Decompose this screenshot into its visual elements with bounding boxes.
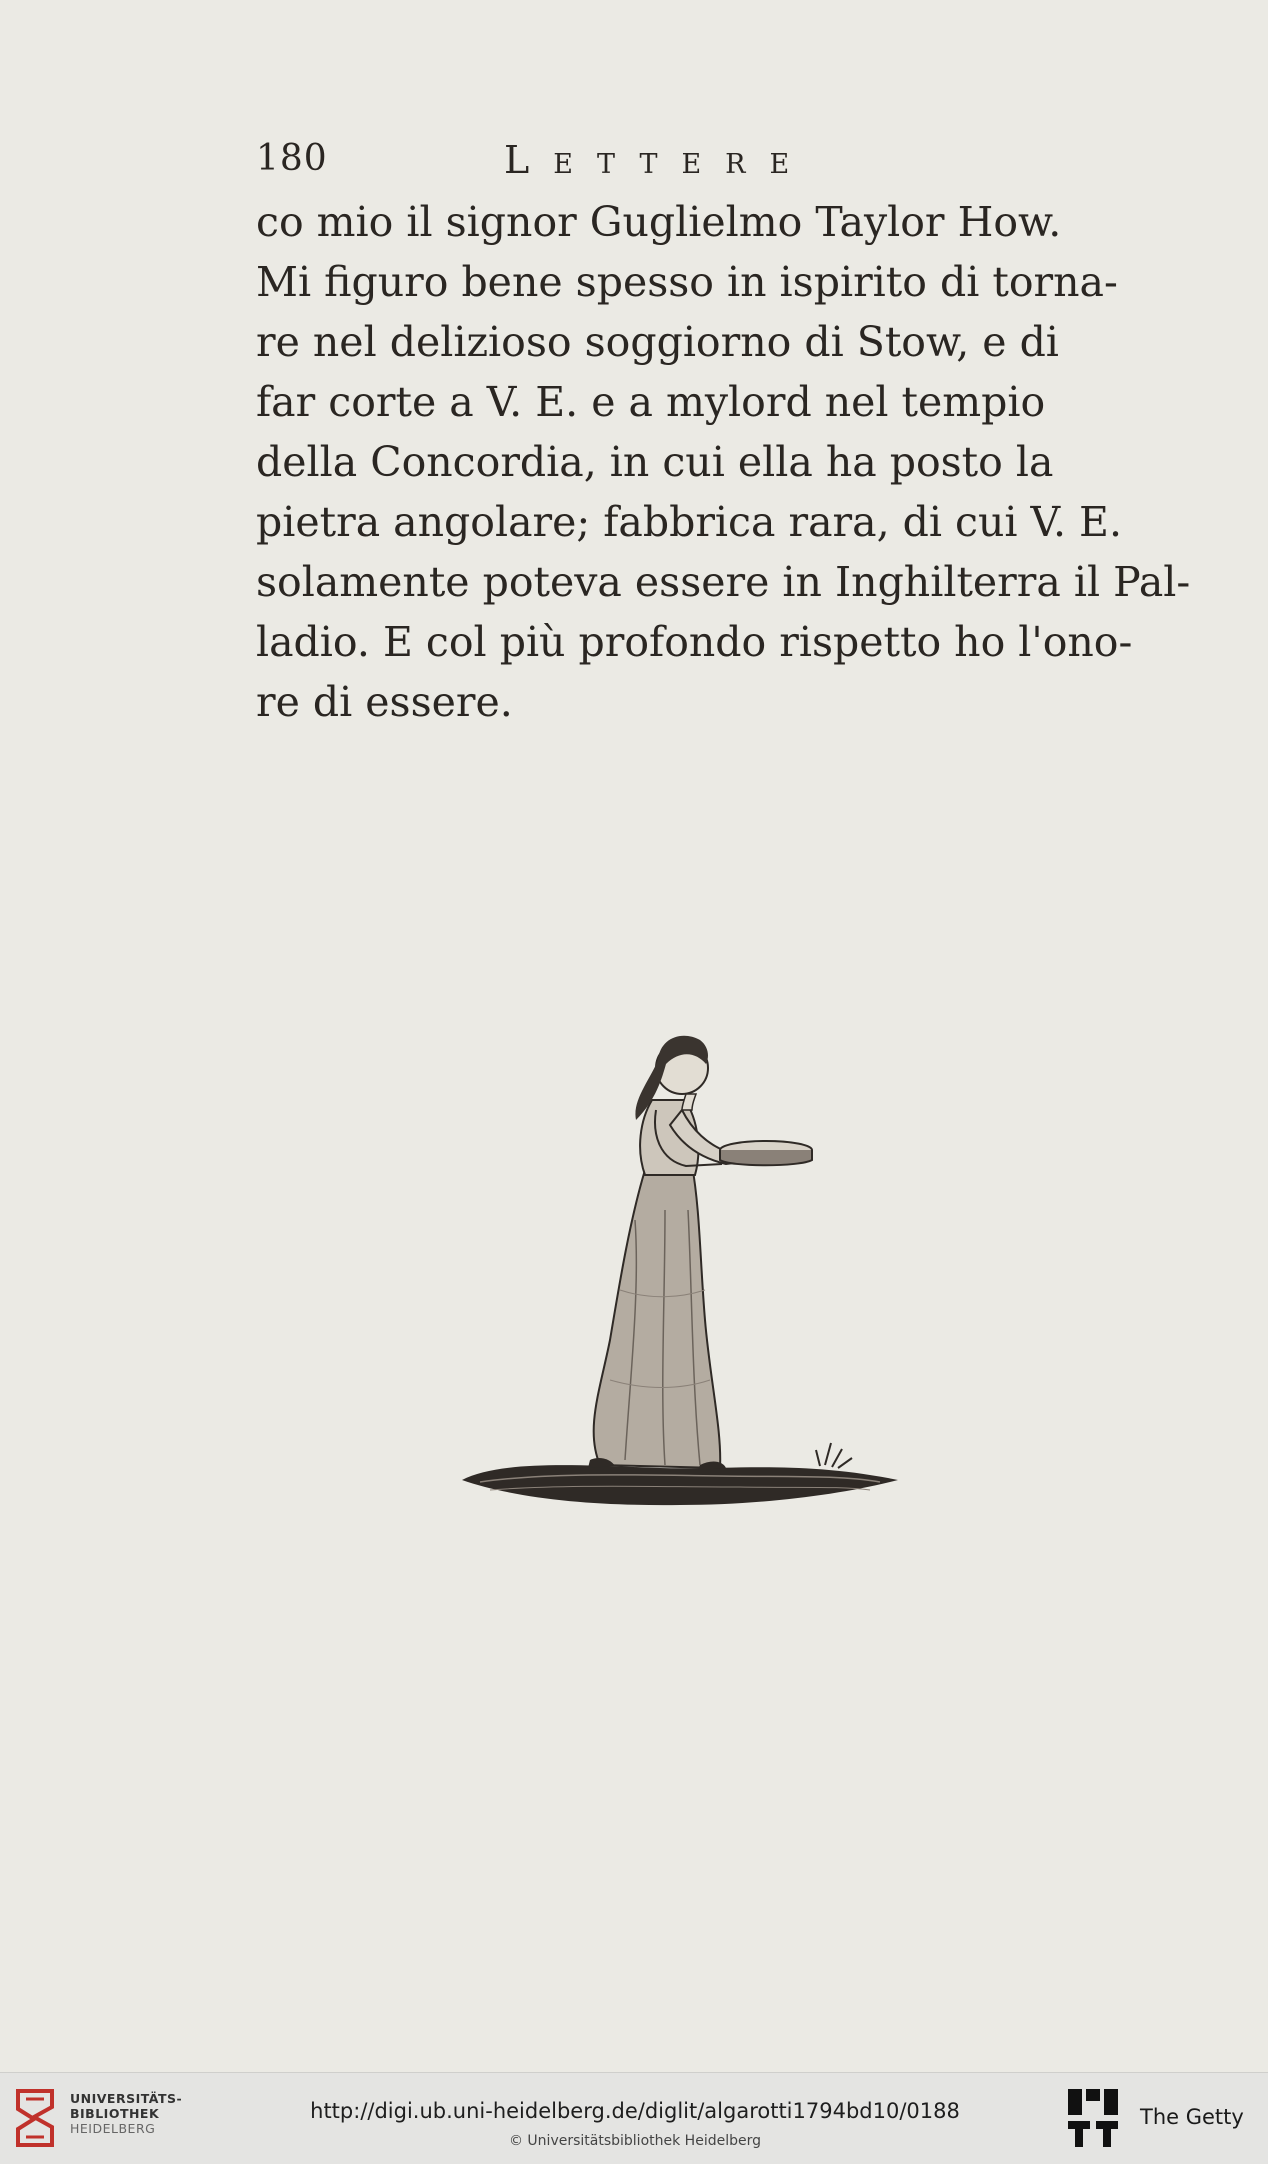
getty-logo-icon[interactable]: [1066, 2087, 1120, 2149]
text-line: ladio. E col più profondo rispetto ho l'ono-: [256, 618, 1133, 666]
ub-heidelberg-logo-icon[interactable]: [14, 2087, 56, 2149]
running-title: Lettere: [504, 138, 814, 182]
text-line: far corte a V. E. e a mylord nel tempio: [256, 378, 1046, 426]
engraved-vignette-icon: [460, 960, 900, 1520]
text-line: pietra angolare; fabbrica rara, di cui V. E.: [256, 498, 1123, 546]
text-line: re nel delizioso soggiorno di Stow, e di: [256, 318, 1059, 366]
viewer-footer: [0, 2072, 1268, 2164]
library-name: UNIVERSITÄTS- BIBLIOTHEK HEIDELBERG: [70, 2091, 183, 2136]
copyright-notice: © Universitätsbibliothek Heidelberg: [508, 2133, 761, 2149]
text-line: Mi figuro bene spesso in ispirito di torna-: [256, 258, 1118, 306]
page-number: 180: [256, 138, 328, 179]
permalink-url[interactable]: http://digi.ub.uni-heidelberg.de/diglit/algarotti1794bd10/0188: [310, 2099, 960, 2123]
text-line: solamente poteva essere in Inghilterra il Pal-: [256, 558, 1191, 606]
text-line: della Concordia, in cui ella ha posto la: [256, 438, 1054, 486]
text-line: co mio il signor Guglielmo Taylor How.: [256, 198, 1062, 246]
text-line: re di essere.: [256, 678, 513, 726]
letter-text: [256, 192, 1191, 732]
partner-name[interactable]: The Getty: [1140, 2105, 1244, 2129]
page-header: [256, 138, 916, 188]
